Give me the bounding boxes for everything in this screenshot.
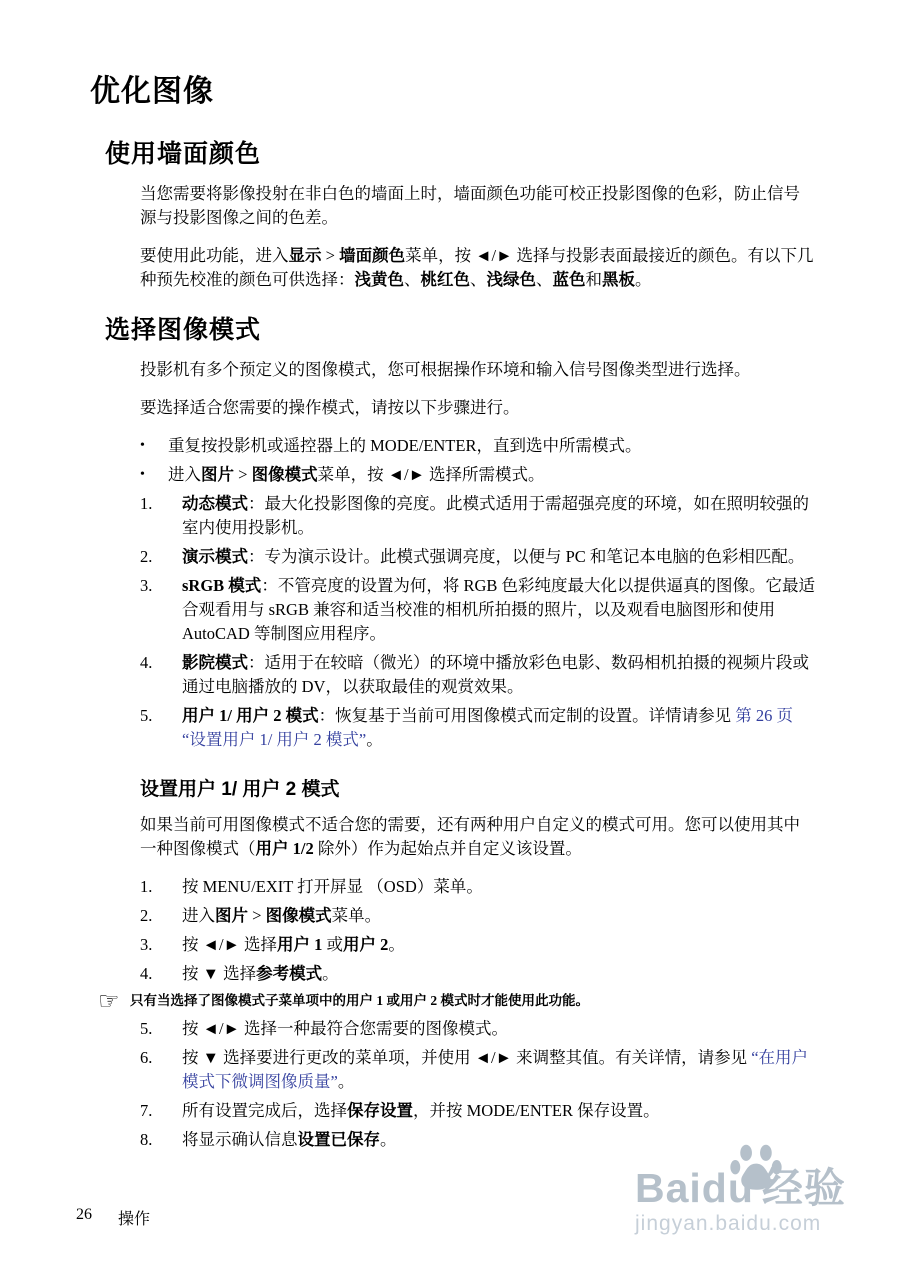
step-item-3 bbox=[140, 933, 815, 957]
bold-text-run: 图像模式 bbox=[251, 465, 318, 484]
text-run: 和 bbox=[585, 270, 602, 289]
step-item-5 bbox=[140, 1017, 815, 1041]
bold-text-run: 设置已保存 bbox=[297, 1130, 380, 1149]
text-run: 。 bbox=[366, 730, 383, 749]
text-run: 所有设置完成后，选择 bbox=[182, 1101, 347, 1120]
text-run: 当您需要将影像投射在非白色的墙面上时，墙面颜色功能可校正投影图像的色彩，防止信号源与投影图像之间的色差。 bbox=[140, 184, 800, 227]
step-item-4 bbox=[140, 962, 815, 986]
heading-user-mode-setup: 设置用户 1/ 用户 2 模式 bbox=[140, 779, 340, 800]
step-item-1 bbox=[140, 875, 815, 899]
bullet-marker: • bbox=[140, 467, 145, 482]
text-run: 要选择适合您需要的操作模式，请按以下步骤进行。 bbox=[140, 398, 520, 417]
text-run: 按 ◄/► 选择 bbox=[182, 935, 277, 954]
text-run: > bbox=[321, 246, 340, 265]
paragraph-mode-1 bbox=[140, 358, 815, 382]
text-run: 按 ▼ 选择要进行更改的菜单项，并使用 ◄/► 来调整其值。有关详情，请参见 bbox=[182, 1048, 752, 1067]
list-number: 2. bbox=[140, 547, 153, 566]
bold-text-run: 图片 bbox=[215, 906, 248, 925]
bold-text-run: 只有当选择了图像模式子菜单项中的用户 1 或用户 2 模式时才能使用此功能。 bbox=[130, 993, 589, 1008]
list-number: 4. bbox=[140, 653, 153, 672]
text-run: 除外）作为起始点并自定义该设置。 bbox=[313, 839, 582, 858]
text-run: 重复按投影机或遥控器上的 MODE/ENTER，直到选中所需模式。 bbox=[168, 436, 642, 455]
list-number: 5. bbox=[140, 706, 153, 725]
page-title: 优化图像 bbox=[90, 75, 214, 108]
step-number: 2. bbox=[140, 906, 153, 925]
page-number: 26 bbox=[76, 1206, 92, 1223]
list-number: 1. bbox=[140, 494, 153, 513]
bold-text-run: 影院模式 bbox=[182, 653, 248, 672]
heading-picture-mode: 选择图像模式 bbox=[105, 316, 262, 344]
text-run: 将显示确认信息 bbox=[182, 1130, 298, 1149]
bullet-item bbox=[140, 463, 815, 487]
bold-text-run: 动态模式 bbox=[182, 494, 248, 513]
baidu-brand-cn: 经验 bbox=[761, 1165, 846, 1211]
list-item-text bbox=[182, 574, 815, 646]
text-run: 菜单，按 ◄/► 选择所需模式。 bbox=[317, 465, 545, 484]
text-run: 。 bbox=[380, 1130, 397, 1149]
baidu-jingyan-watermark bbox=[635, 1142, 867, 1236]
footer-section-label: 操作 bbox=[118, 1211, 151, 1228]
text-run: 菜单，按 ◄/► 选择与投影表面最接近的颜色。有以下几种预先校准的颜色可供选择： bbox=[140, 246, 814, 289]
text-run: 进入 bbox=[182, 906, 215, 925]
step-item-6 bbox=[140, 1046, 815, 1094]
bold-text-run: 用户 2 bbox=[343, 935, 389, 954]
text-run: 进入 bbox=[168, 465, 201, 484]
text-run: 。 bbox=[635, 270, 652, 289]
text-run: ，并按 MODE/ENTER 保存设置。 bbox=[413, 1101, 660, 1120]
step-number: 6. bbox=[140, 1048, 153, 1067]
bold-text-run: 图像模式 bbox=[265, 906, 332, 925]
paragraph-wall-2 bbox=[140, 244, 815, 292]
step-number: 3. bbox=[140, 935, 153, 954]
bold-text-run: 显示 bbox=[288, 246, 322, 265]
section-picture-mode bbox=[90, 310, 815, 752]
step-text bbox=[182, 904, 815, 928]
baidu-brand-latin: Baidu bbox=[635, 1165, 754, 1211]
list-item-text bbox=[182, 545, 815, 569]
note-callout bbox=[98, 987, 866, 1015]
step-text bbox=[182, 962, 815, 986]
text-run: 、 bbox=[470, 270, 487, 289]
baidu-brand-text bbox=[635, 1166, 867, 1210]
step-text bbox=[182, 933, 815, 957]
list-item-srgb-mode bbox=[140, 574, 815, 646]
bold-text-run: 用户 1 bbox=[277, 935, 323, 954]
step-text bbox=[182, 1046, 815, 1094]
list-number: 3. bbox=[140, 576, 153, 595]
text-run: 要使用此功能，进入 bbox=[140, 246, 289, 265]
text-run: ：恢复基于当前可用图像模式而定制的设置。详情请参见 bbox=[318, 706, 736, 725]
inline-link[interactable]: 第 26 页 “设置用户 1/ 用户 2 模式” bbox=[182, 706, 793, 749]
step-number: 1. bbox=[140, 877, 153, 896]
step-number: 7. bbox=[140, 1101, 153, 1120]
baidu-watermark-url: jingyan.baidu.com bbox=[635, 1212, 822, 1235]
text-run: 按 ◄/► 选择一种最符合您需要的图像模式。 bbox=[182, 1019, 508, 1038]
text-run: 按 ▼ 选择 bbox=[182, 964, 257, 983]
step-text bbox=[182, 1099, 815, 1123]
text-run: 投影机有多个预定义的图像模式，您可根据操作环境和输入信号图像类型进行选择。 bbox=[140, 360, 751, 379]
step-text bbox=[182, 1017, 815, 1041]
paragraph-wall-1 bbox=[140, 182, 815, 230]
bold-text-run: 浅黄色 bbox=[354, 270, 404, 289]
list-item-user-mode bbox=[140, 704, 815, 752]
text-run: ：最大化投影图像的亮度。此模式适用于需超强亮度的环境，如在照明较强的室内使用投影机。 bbox=[182, 494, 809, 537]
inline-link[interactable]: “在用户模式下微调图像质量” bbox=[182, 1048, 809, 1091]
text-run: 或 bbox=[322, 935, 343, 954]
bullet-item bbox=[140, 434, 815, 458]
list-item-cinema-mode bbox=[140, 651, 815, 699]
section-user-mode-setup bbox=[90, 774, 815, 1152]
page-footer bbox=[76, 1206, 150, 1229]
bold-text-run: 演示模式 bbox=[182, 547, 248, 566]
step-item-7 bbox=[140, 1099, 815, 1123]
list-item-presentation-mode bbox=[140, 545, 815, 569]
list-item-text bbox=[182, 651, 815, 699]
bullet-text bbox=[168, 463, 815, 487]
text-run: ：适用于在较暗（微光）的环境中播放彩色电影、数码相机拍摄的视频片段或通过电脑播放的 DV，以获取最佳的观赏效果。 bbox=[182, 653, 809, 696]
text-run: 。 bbox=[337, 1072, 355, 1091]
step-number: 5. bbox=[140, 1019, 153, 1038]
step-item-2 bbox=[140, 904, 815, 928]
text-run: 、 bbox=[404, 270, 421, 289]
bold-text-run: 用户 1/ 用户 2 模式 bbox=[182, 706, 319, 725]
text-run: 如果当前可用图像模式不适合您的需要，还有两种用户自定义的模式可用。您可以使用其中一种图像模式（ bbox=[140, 815, 800, 858]
list-item-text bbox=[182, 492, 815, 540]
text-run: > bbox=[248, 906, 266, 925]
text-run: > bbox=[234, 465, 252, 484]
bold-text-run: 桃红色 bbox=[420, 270, 470, 289]
note-text bbox=[130, 991, 589, 1010]
text-run: ：不管亮度的设置为何，将 RGB 色彩纯度最大化以提供逼真的图像。它最适合观看用与 sRGB 兼容和适当校准的相机所拍摄的照片，以及观看电脑图形和使用 AutoCAD 等制图应用程序。 bbox=[182, 576, 815, 643]
heading-wall-color: 使用墙面颜色 bbox=[105, 140, 262, 168]
list-item-dynamic-mode bbox=[140, 492, 815, 540]
bold-text-run: 黑板 bbox=[602, 270, 635, 289]
bullet-marker: • bbox=[140, 438, 145, 453]
section-wall-color bbox=[90, 134, 815, 292]
list-item-text bbox=[182, 704, 815, 752]
paragraph-user-1 bbox=[140, 813, 815, 861]
text-run: 、 bbox=[536, 270, 553, 289]
bold-text-run: 浅绿色 bbox=[486, 270, 536, 289]
step-text bbox=[182, 875, 815, 899]
text-run: ：专为演示设计。此模式强调亮度，以便与 PC 和笔记本电脑的色彩相匹配。 bbox=[248, 547, 805, 566]
bullet-text bbox=[168, 434, 815, 458]
pointing-hand-icon: ☞ bbox=[98, 987, 120, 1015]
bold-text-run: 蓝色 bbox=[552, 270, 586, 289]
bold-text-run: 墙面颜色 bbox=[339, 246, 406, 265]
text-run: 按 MENU/EXIT 打开屏显 （OSD）菜单。 bbox=[182, 877, 483, 896]
bold-text-run: sRGB 模式 bbox=[182, 576, 262, 595]
step-number: 4. bbox=[140, 964, 153, 983]
bold-text-run: 用户 1/2 bbox=[255, 839, 314, 858]
step-number: 8. bbox=[140, 1130, 153, 1149]
bold-text-run: 图片 bbox=[201, 465, 234, 484]
bold-text-run: 参考模式 bbox=[256, 964, 323, 983]
paragraph-mode-2 bbox=[140, 396, 815, 420]
text-run: 菜单。 bbox=[331, 906, 382, 925]
text-run: 。 bbox=[388, 935, 405, 954]
bold-text-run: 保存设置 bbox=[347, 1101, 413, 1120]
text-run: 。 bbox=[322, 964, 339, 983]
